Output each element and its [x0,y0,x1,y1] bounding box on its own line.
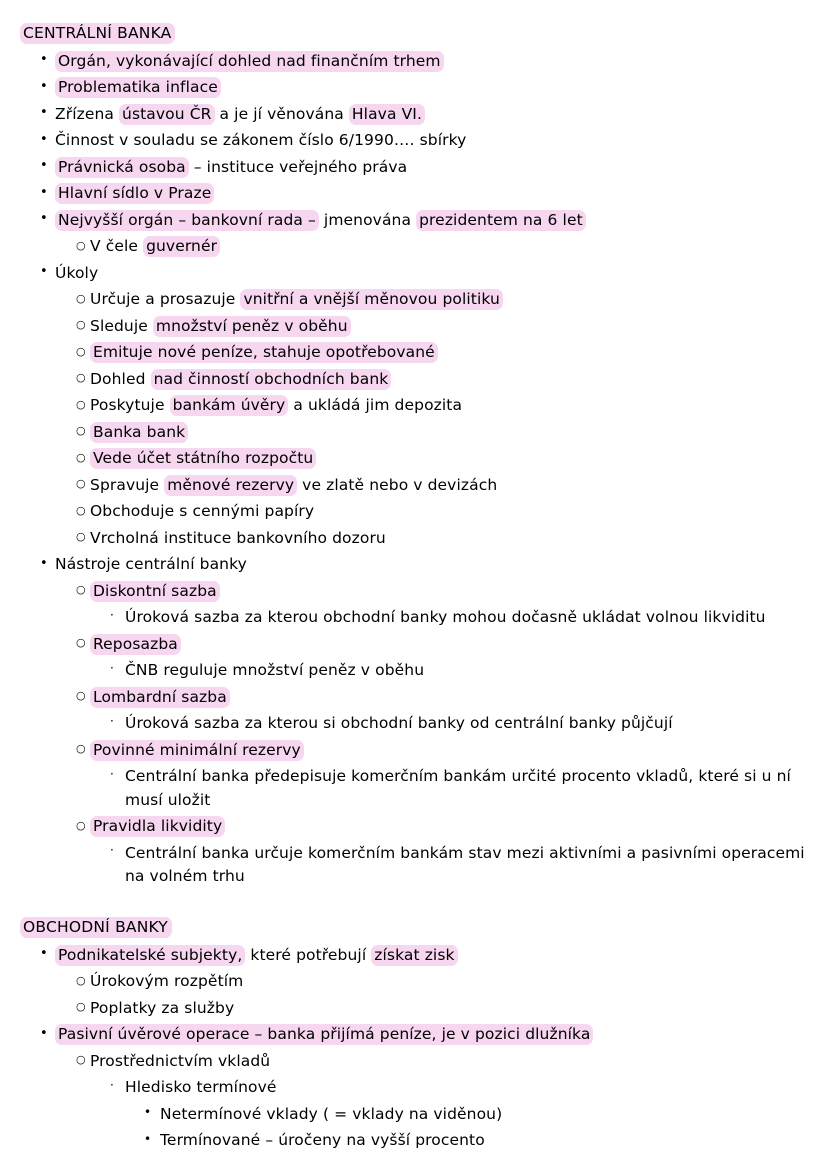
bullet-marker-icon: • [40,552,55,576]
plain-text: které potřebují [245,946,371,964]
plain-text: Dohled [90,370,151,388]
outline-item-text [90,815,810,839]
plain-text: a je jí věnována [215,105,349,123]
outline-item-text [90,580,810,604]
outline-item-text [55,50,810,74]
plain-text: Úroková sazba za kterou obchodní banky mohou dočasně ukládat volnou likviditu [125,608,766,626]
plain-text: Úrokovým rozpětím [90,972,243,990]
highlighted-text: Právnická osoba [55,157,189,178]
outline-item-text [90,394,810,418]
outline-item-level-2 [20,419,810,446]
bullet-marker-icon: ○ [76,366,91,390]
bullet-marker-icon: ○ [76,525,91,549]
plain-text: Termínované – úročeny na vyšší procento [160,1131,485,1149]
plain-text: jmenována [319,211,416,229]
plain-text: Úkoly [55,264,98,282]
bullet-marker-icon: • [40,48,55,72]
outline-item-text [55,1023,810,1047]
outline-item-level-1 [20,942,810,969]
bullet-marker-icon: ○ [76,472,91,496]
highlighted-text: Banka bank [90,422,188,443]
outline-item-text [55,209,810,233]
outline-item-level-4 [20,1128,810,1154]
outline-item-text [125,842,810,889]
outline-item-text [160,1103,810,1127]
highlighted-text: nad činností obchodních bank [151,369,392,390]
bullet-marker-icon: • [40,75,55,99]
outline-item-level-2 [20,472,810,499]
outline-item-text [90,235,810,259]
highlighted-text: guvernér [143,236,220,257]
outline-item-level-2 [20,234,810,261]
plain-text: Prostřednictvím vkladů [90,1052,270,1070]
bullet-marker-icon: ○ [76,499,91,523]
plain-text: Činnost v souladu se zákonem číslo 6/1990…. sbírky [55,131,466,149]
outline-item-level-2 [20,737,810,764]
bullet-marker-icon: ○ [76,814,91,838]
outline-item-level-4 [20,1101,810,1128]
outline-item-text [90,686,810,710]
bullet-marker-icon: ○ [76,684,91,708]
outline-item-level-2 [20,969,810,996]
outline-item-level-2 [20,814,810,841]
highlighted-text: ústavou ČR [119,104,214,125]
outline-item-text [55,944,810,968]
outline-item-level-2 [20,995,810,1022]
bullet-marker-icon: • [40,1022,55,1046]
outline-item-level-3 [20,605,810,632]
outline-item-text [125,606,810,630]
outline-item-level-2 [20,684,810,711]
bullet-marker-icon: ○ [76,737,91,761]
outline-item-text [90,997,810,1021]
bullet-marker-icon: · [110,658,125,678]
plain-text: Netermínové vklady ( = vklady na viděnou) [160,1105,502,1123]
outline-item-level-3 [20,658,810,685]
highlighted-text: Diskontní sazba [90,581,220,602]
highlighted-text: získat zisk [371,945,457,966]
outline-item-level-1 [20,207,810,234]
section-heading [20,916,810,939]
outline-item-level-1 [20,101,810,128]
outline-item-text [90,421,810,445]
outline-item-level-2 [20,313,810,340]
bullet-marker-icon: • [144,1128,159,1152]
highlighted-text: Pasivní úvěrové operace – banka přijímá peníze, je v pozici dlužníka [55,1024,593,1045]
outline-item-text [55,76,810,100]
highlighted-text: Problematika inflace [55,77,221,98]
outline-item-text [90,368,810,392]
highlighted-text: Nejvyšší orgán – bankovní rada – [55,210,319,231]
plain-text: Zřízena [55,105,119,123]
outline-item-level-3 [20,1075,810,1102]
bullet-marker-icon: • [40,260,55,284]
plain-text: ve zlatě nebo v devizách [297,476,497,494]
highlighted-text: Podnikatelské subjekty, [55,945,245,966]
note-section [20,916,810,1154]
outline-item-text [90,527,810,551]
bullet-marker-icon: ○ [76,393,91,417]
bullet-marker-icon: • [40,207,55,231]
plain-text: Určuje a prosazuje [90,290,240,308]
outline-item-level-2 [20,446,810,473]
outline-item-level-2 [20,578,810,605]
bullet-marker-icon: · [110,1075,125,1095]
outline-item-level-2 [20,287,810,314]
outline-item-level-3 [20,764,810,814]
outline-item-level-1 [20,75,810,102]
highlighted-text: vnitřní a vnější měnovou politiku [240,289,502,310]
plain-text: Vrcholná instituce bankovního dozoru [90,529,386,547]
bullet-marker-icon: ○ [76,340,91,364]
plain-text: – instituce veřejného práva [189,158,407,176]
highlighted-text: měnové rezervy [164,475,297,496]
bullet-marker-icon: • [40,942,55,966]
plain-text: Poplatky za služby [90,999,234,1017]
outline-item-text [90,474,810,498]
highlighted-text: Orgán, vykonávající dohled nad finančním trhem [55,51,444,72]
outline-item-text [90,341,810,365]
bullet-marker-icon: • [40,154,55,178]
section-heading-text: OBCHODNÍ BANKY [20,917,172,938]
plain-text: V čele [90,237,143,255]
bullet-marker-icon: ○ [76,578,91,602]
outline-item-level-2 [20,366,810,393]
outline-item-text [55,182,810,206]
outline-item-text [55,156,810,180]
plain-text: Spravuje [90,476,164,494]
outline-item-level-1 [20,48,810,75]
bullet-marker-icon: • [40,101,55,125]
bullet-marker-icon: ○ [76,631,91,655]
outline-item-text [55,553,810,577]
outline-item-text [90,315,810,339]
outline-item-level-2 [20,525,810,552]
section-heading-text: CENTRÁLNÍ BANKA [20,23,175,44]
bullet-marker-icon: · [110,764,125,784]
outline-item-level-2 [20,393,810,420]
highlighted-text: Reposazba [90,634,181,655]
outline-item-text [90,288,810,312]
bullet-marker-icon: • [40,181,55,205]
outline-item-level-1 [20,1022,810,1049]
outline-item-text [90,1050,810,1074]
bullet-marker-icon: · [110,840,125,860]
outline-item-text [160,1129,810,1153]
plain-text: ČNB reguluje množství peněz v oběhu [125,661,424,679]
outline-item-level-3 [20,711,810,738]
outline-item-level-3 [20,840,810,890]
note-section [20,22,810,890]
outline-item-level-2 [20,340,810,367]
outline-item-level-1 [20,552,810,579]
plain-text: Centrální banka určuje komerčním bankám stav mezi aktivními a pasivními operacemi na volném trhu [125,844,805,886]
bullet-marker-icon: ○ [76,313,91,337]
bullet-marker-icon: ○ [76,234,91,258]
highlighted-text: Hlava VI. [349,104,425,125]
outline-item-level-2 [20,499,810,526]
outline-item-text [90,633,810,657]
outline-item-text [125,1076,810,1100]
outline-item-text [125,659,810,683]
outline-item-text [90,447,810,471]
highlighted-text: Hlavní sídlo v Praze [55,183,214,204]
bullet-marker-icon: ○ [76,1048,91,1072]
plain-text: Nástroje centrální banky [55,555,247,573]
section-heading [20,22,810,45]
outline-item-text [90,739,810,763]
plain-text: Centrální banka předepisuje komerčním bankám určité procento vkladů, které si u ní musí uložit [125,767,791,809]
outline-item-level-2 [20,631,810,658]
bullet-marker-icon: • [40,128,55,152]
outline-item-level-1 [20,128,810,155]
outline-item-level-1 [20,181,810,208]
highlighted-text: Vede účet státního rozpočtu [90,448,316,469]
outline-item-text [125,765,810,812]
highlighted-text: Lombardní sazba [90,687,230,708]
outline-item-level-1 [20,260,810,287]
plain-text: Obchoduje s cennými papíry [90,502,314,520]
bullet-marker-icon: ○ [76,446,91,470]
highlighted-text: Povinné minimální rezervy [90,740,304,761]
outline-item-text [90,500,810,524]
outline-item-level-1 [20,154,810,181]
outline-item-text [55,262,810,286]
plain-text: Poskytuje [90,396,170,414]
bullet-marker-icon: ○ [76,419,91,443]
bullet-marker-icon: · [110,605,125,625]
bullet-marker-icon: ○ [76,969,91,993]
plain-text: Hledisko termínové [125,1078,277,1096]
outline-item-text [55,103,810,127]
highlighted-text: Pravidla likvidity [90,816,225,837]
highlighted-text: množství peněz v oběhu [153,316,351,337]
highlighted-text: prezidentem na 6 let [416,210,586,231]
outline-item-text [90,970,810,994]
bullet-marker-icon: · [110,711,125,731]
plain-text: Sleduje [90,317,153,335]
outline-item-text [125,712,810,736]
plain-text: a ukládá jim depozita [288,396,462,414]
bullet-marker-icon: ○ [76,287,91,311]
highlighted-text: bankám úvěry [170,395,289,416]
plain-text: Úroková sazba za kterou si obchodní banky od centrální banky půjčují [125,714,673,732]
outline-item-text [55,129,810,153]
bullet-marker-icon: • [144,1101,159,1125]
highlighted-text: Emituje nové peníze, stahuje opotřebované [90,342,438,363]
bullet-marker-icon: ○ [76,995,91,1019]
